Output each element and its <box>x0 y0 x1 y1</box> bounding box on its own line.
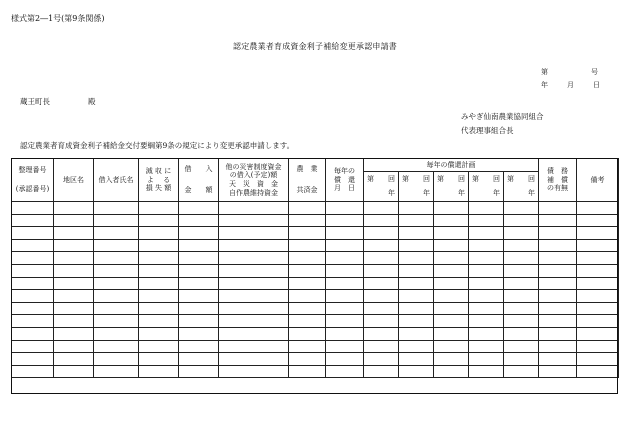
table-cell[interactable] <box>364 202 399 215</box>
table-cell[interactable] <box>326 340 364 353</box>
saimu-line-3: の有無 <box>547 184 568 193</box>
table-cell[interactable] <box>577 252 619 265</box>
table-cell[interactable] <box>219 290 289 303</box>
plan-dai-label: 第 <box>402 175 409 183</box>
plan-period-cell <box>434 172 469 202</box>
table-cell[interactable] <box>179 239 219 252</box>
document-title: 認定農業者育成資金利子補給変更承認申請書 <box>233 42 397 51</box>
table-cell[interactable] <box>12 264 54 277</box>
table-cell[interactable] <box>469 252 504 265</box>
table-cell[interactable] <box>139 365 179 378</box>
table-cell[interactable] <box>289 302 326 315</box>
table-cell[interactable] <box>179 227 219 240</box>
table-cell[interactable] <box>434 214 469 227</box>
table-cell[interactable] <box>289 277 326 290</box>
table-cell[interactable] <box>219 340 289 353</box>
shonin-label: (承認番号) <box>15 185 50 193</box>
table-cell[interactable] <box>12 327 54 340</box>
table-cell[interactable] <box>139 302 179 315</box>
table-cell[interactable] <box>139 227 179 240</box>
table-cell[interactable] <box>54 302 94 315</box>
form-id-label: 様式第2―1号(第9条関係) <box>11 14 105 23</box>
table-cell[interactable] <box>469 239 504 252</box>
table-cell[interactable] <box>179 302 219 315</box>
table-cell[interactable] <box>289 239 326 252</box>
table-cell[interactable] <box>219 214 289 227</box>
table-cell[interactable] <box>539 264 577 277</box>
table-cell[interactable] <box>326 239 364 252</box>
header-seiri-bangou <box>12 159 54 202</box>
table-cell[interactable] <box>326 252 364 265</box>
table-cell[interactable] <box>94 202 139 215</box>
plan-kai-label: 回 <box>493 175 500 183</box>
header-nougyou-kyousai <box>289 159 326 202</box>
table-row <box>12 290 619 303</box>
table-cell[interactable] <box>289 264 326 277</box>
table-cell[interactable] <box>179 277 219 290</box>
table-cell[interactable] <box>54 340 94 353</box>
plan-nen-label: 年 <box>458 189 465 198</box>
table-cell[interactable] <box>94 315 139 328</box>
table-cell[interactable] <box>139 315 179 328</box>
table-cell[interactable] <box>399 290 434 303</box>
table-cell[interactable] <box>364 340 399 353</box>
table-cell[interactable] <box>469 214 504 227</box>
table-cell[interactable] <box>399 327 434 340</box>
table-cell[interactable] <box>12 353 54 366</box>
addressee-honorific: 殿 <box>88 97 96 106</box>
table-cell[interactable] <box>364 214 399 227</box>
table-cell[interactable] <box>399 264 434 277</box>
table-cell[interactable] <box>399 302 434 315</box>
number-go-label: 号 <box>591 68 598 76</box>
table-cell[interactable] <box>12 290 54 303</box>
table-cell[interactable] <box>139 353 179 366</box>
table-cell[interactable] <box>139 252 179 265</box>
plan-nen-label: 年 <box>423 189 430 198</box>
table-cell[interactable] <box>12 365 54 378</box>
table-cell[interactable] <box>54 239 94 252</box>
table-cell[interactable] <box>577 302 619 315</box>
table-cell[interactable] <box>504 340 539 353</box>
table-cell[interactable] <box>54 290 94 303</box>
plan-dai-label: 第 <box>437 175 444 183</box>
table-row <box>12 327 619 340</box>
table-cell[interactable] <box>539 252 577 265</box>
maitoshi-line-3: 月 日 <box>334 184 355 193</box>
header-biko: 備考 <box>577 159 619 202</box>
table-cell[interactable] <box>219 277 289 290</box>
table-cell[interactable] <box>539 353 577 366</box>
gensyu-line-1: 減 収 に <box>145 166 172 175</box>
table-cell[interactable] <box>504 302 539 315</box>
table-cell[interactable] <box>434 239 469 252</box>
table-cell[interactable] <box>364 227 399 240</box>
table-cell[interactable] <box>539 290 577 303</box>
nousai-line-1: 農 業 <box>296 165 318 174</box>
table-cell[interactable] <box>219 315 289 328</box>
table-row <box>12 264 619 277</box>
table-cell[interactable] <box>179 353 219 366</box>
table-cell[interactable] <box>289 365 326 378</box>
table-cell[interactable] <box>54 252 94 265</box>
table-cell[interactable] <box>577 214 619 227</box>
date-year-label: 年 <box>541 81 548 89</box>
table-cell[interactable] <box>469 302 504 315</box>
table-cell[interactable] <box>504 315 539 328</box>
table-cell[interactable] <box>577 264 619 277</box>
plan-dai-label: 第 <box>472 175 479 183</box>
plan-kai-label: 回 <box>388 175 395 183</box>
table-cell[interactable] <box>94 227 139 240</box>
table-cell[interactable] <box>179 214 219 227</box>
table-cell[interactable] <box>139 202 179 215</box>
table-cell[interactable] <box>94 290 139 303</box>
table-cell[interactable] <box>289 227 326 240</box>
table-cell[interactable] <box>94 327 139 340</box>
table-cell[interactable] <box>12 302 54 315</box>
table-row <box>12 302 619 315</box>
plan-nen-label: 年 <box>493 189 500 198</box>
table-cell[interactable] <box>539 302 577 315</box>
table-cell[interactable] <box>219 365 289 378</box>
table-cell[interactable] <box>219 252 289 265</box>
table-cell[interactable] <box>289 327 326 340</box>
seiri-label: 整理番号 <box>18 166 47 175</box>
table-cell[interactable] <box>434 315 469 328</box>
plan-dai-label: 第 <box>367 175 374 183</box>
table-cell[interactable] <box>577 365 619 378</box>
table-cell[interactable] <box>12 239 54 252</box>
table-cell[interactable] <box>219 227 289 240</box>
table-cell[interactable] <box>139 264 179 277</box>
table-cell[interactable] <box>577 340 619 353</box>
table-cell[interactable] <box>326 227 364 240</box>
table-cell[interactable] <box>12 227 54 240</box>
hoka-line-2: の借入(予定)額 <box>229 171 278 180</box>
plan-dai-label: 第 <box>507 175 514 183</box>
header-hoka-saigai <box>219 159 289 202</box>
header-kariire <box>179 159 219 202</box>
table-cell[interactable] <box>504 277 539 290</box>
table-cell[interactable] <box>434 290 469 303</box>
table-cell[interactable] <box>179 365 219 378</box>
table-cell[interactable] <box>469 353 504 366</box>
table-cell[interactable] <box>469 365 504 378</box>
plan-period-cell <box>364 172 399 202</box>
table-cell[interactable] <box>539 365 577 378</box>
table-cell[interactable] <box>364 239 399 252</box>
table-row <box>12 353 619 366</box>
table-cell[interactable] <box>54 227 94 240</box>
saimu-line-1: 債 務 <box>547 166 568 175</box>
table-cell[interactable] <box>539 202 577 215</box>
addressee <box>20 96 96 107</box>
table-row <box>12 277 619 290</box>
table-cell[interactable] <box>399 353 434 366</box>
table-cell[interactable] <box>577 327 619 340</box>
table-cell[interactable] <box>94 302 139 315</box>
table-cell[interactable] <box>219 327 289 340</box>
table-cell[interactable] <box>577 315 619 328</box>
table-cell[interactable] <box>54 202 94 215</box>
table-row <box>12 252 619 265</box>
table-cell[interactable] <box>469 277 504 290</box>
table-cell[interactable] <box>179 252 219 265</box>
table-cell[interactable] <box>399 365 434 378</box>
table-cell[interactable] <box>54 264 94 277</box>
table-cell[interactable] <box>577 353 619 366</box>
table-row <box>12 365 619 378</box>
plan-kai-label: 回 <box>458 175 465 183</box>
table-cell[interactable] <box>399 214 434 227</box>
table-cell[interactable] <box>434 227 469 240</box>
gensyu-line-3: 損 失 額 <box>145 184 172 193</box>
table-cell[interactable] <box>179 290 219 303</box>
header-shokan-keikaku: 毎年の償還計画 <box>364 159 539 172</box>
table-cell[interactable] <box>434 340 469 353</box>
table-row <box>12 315 619 328</box>
table-cell[interactable] <box>577 227 619 240</box>
table-cell[interactable] <box>179 202 219 215</box>
table-cell[interactable] <box>469 264 504 277</box>
table-cell[interactable] <box>326 315 364 328</box>
table-cell[interactable] <box>469 327 504 340</box>
table-cell[interactable] <box>364 264 399 277</box>
table-cell[interactable] <box>12 277 54 290</box>
table-cell[interactable] <box>364 252 399 265</box>
table-cell[interactable] <box>326 202 364 215</box>
table-cell[interactable] <box>539 327 577 340</box>
table-cell[interactable] <box>12 315 54 328</box>
table-cell[interactable] <box>539 340 577 353</box>
table-cell[interactable] <box>364 327 399 340</box>
table-cell[interactable] <box>399 277 434 290</box>
table-cell[interactable] <box>179 264 219 277</box>
table-cell[interactable] <box>504 353 539 366</box>
hoka-line-3: 天 災 資 金 <box>229 180 278 188</box>
table-cell[interactable] <box>12 340 54 353</box>
header-shakunyusha: 借入者氏名 <box>94 159 139 202</box>
table-cell[interactable] <box>326 353 364 366</box>
table-cell[interactable] <box>179 315 219 328</box>
plan-period-cell <box>504 172 539 202</box>
table-cell[interactable] <box>94 252 139 265</box>
nousai-line-2: 共済金 <box>296 186 318 194</box>
table-cell[interactable] <box>54 214 94 227</box>
table-cell[interactable] <box>54 365 94 378</box>
table-cell[interactable] <box>54 315 94 328</box>
table-cell[interactable] <box>139 290 179 303</box>
table-cell[interactable] <box>539 239 577 252</box>
table-cell[interactable] <box>504 290 539 303</box>
table-cell[interactable] <box>219 202 289 215</box>
plan-nen-label: 年 <box>528 189 535 198</box>
table-cell[interactable] <box>399 315 434 328</box>
table-cell[interactable] <box>364 353 399 366</box>
table-cell[interactable] <box>326 277 364 290</box>
table-cell[interactable] <box>54 327 94 340</box>
table-cell[interactable] <box>139 340 179 353</box>
table-cell[interactable] <box>434 327 469 340</box>
table-cell[interactable] <box>577 239 619 252</box>
application-statement: 認定農業者育成資金利子補給金交付要綱第9条の規定により変更承認申請します。 <box>20 141 295 150</box>
table-cell[interactable] <box>469 227 504 240</box>
hoka-line-1: 他の災害制度資金 <box>225 162 282 171</box>
table-cell[interactable] <box>219 264 289 277</box>
table-cell[interactable] <box>326 365 364 378</box>
table-cell[interactable] <box>139 214 179 227</box>
table-row <box>12 227 619 240</box>
hoka-line-4: 自作農維持資金 <box>229 188 278 197</box>
kariire-line-1: 借 入 <box>184 165 213 174</box>
table-cell[interactable] <box>469 202 504 215</box>
table-cell[interactable] <box>399 227 434 240</box>
application-table <box>11 158 619 378</box>
table-cell[interactable] <box>94 239 139 252</box>
table-cell[interactable] <box>364 365 399 378</box>
table-cell[interactable] <box>289 202 326 215</box>
table-cell[interactable] <box>12 214 54 227</box>
table-cell[interactable] <box>399 239 434 252</box>
table-cell[interactable] <box>94 214 139 227</box>
table-cell[interactable] <box>504 227 539 240</box>
table-cell[interactable] <box>12 202 54 215</box>
table-cell[interactable] <box>504 365 539 378</box>
table-cell[interactable] <box>139 327 179 340</box>
table-cell[interactable] <box>219 353 289 366</box>
table-cell[interactable] <box>539 315 577 328</box>
plan-period-cell <box>399 172 434 202</box>
table-cell[interactable] <box>577 277 619 290</box>
table-cell[interactable] <box>326 302 364 315</box>
table-cell[interactable] <box>326 327 364 340</box>
table-cell[interactable] <box>434 365 469 378</box>
table-cell[interactable] <box>504 264 539 277</box>
table-cell[interactable] <box>469 290 504 303</box>
table-cell[interactable] <box>364 277 399 290</box>
maitoshi-line-2: 償 還 <box>334 175 355 184</box>
table-cell[interactable] <box>364 315 399 328</box>
header-maitoshi-shokan <box>326 159 364 202</box>
table-cell[interactable] <box>54 277 94 290</box>
table-cell[interactable] <box>289 290 326 303</box>
number-dai-label: 第 <box>541 68 548 76</box>
applicant-organization: みやぎ仙南農業協同組合 <box>461 112 544 121</box>
table-cell[interactable] <box>399 202 434 215</box>
saimu-line-2: 補 償 <box>547 175 568 184</box>
table-cell[interactable] <box>219 239 289 252</box>
plan-kai-label: 回 <box>423 175 430 183</box>
applicant-representative: 代表理事組合長 <box>461 126 514 135</box>
table-row <box>12 202 619 215</box>
table-cell[interactable] <box>399 252 434 265</box>
table-cell[interactable] <box>289 340 326 353</box>
table-row <box>12 214 619 227</box>
table-cell[interactable] <box>504 214 539 227</box>
table-cell[interactable] <box>577 290 619 303</box>
table-cell[interactable] <box>94 353 139 366</box>
table-cell[interactable] <box>504 327 539 340</box>
table-cell[interactable] <box>219 302 289 315</box>
table-cell[interactable] <box>504 252 539 265</box>
table-cell[interactable] <box>539 277 577 290</box>
gensyu-line-2: よ る <box>146 175 171 184</box>
table-cell[interactable] <box>364 302 399 315</box>
table-cell[interactable] <box>289 252 326 265</box>
table-cell[interactable] <box>577 202 619 215</box>
table-cell[interactable] <box>54 353 94 366</box>
table-cell[interactable] <box>504 202 539 215</box>
table-cell[interactable] <box>94 277 139 290</box>
table-row <box>12 239 619 252</box>
table-cell[interactable] <box>12 252 54 265</box>
table-cell[interactable] <box>94 365 139 378</box>
maitoshi-line-1: 毎年の <box>334 166 355 175</box>
table-cell[interactable] <box>179 327 219 340</box>
addressee-name: 蔵王町長 <box>20 97 50 106</box>
table-cell[interactable] <box>539 214 577 227</box>
table-cell[interactable] <box>326 264 364 277</box>
table-cell[interactable] <box>94 264 139 277</box>
table-cell[interactable] <box>504 239 539 252</box>
table-cell[interactable] <box>326 290 364 303</box>
header-chiku: 地区名 <box>54 159 94 202</box>
table-cell[interactable] <box>434 353 469 366</box>
table-cell[interactable] <box>399 340 434 353</box>
table-cell[interactable] <box>469 340 504 353</box>
kariire-line-2: 金 額 <box>184 186 213 194</box>
table-cell[interactable] <box>179 340 219 353</box>
table-cell[interactable] <box>364 290 399 303</box>
table-cell[interactable] <box>289 214 326 227</box>
table-cell[interactable] <box>434 252 469 265</box>
table-cell[interactable] <box>539 227 577 240</box>
plan-nen-label: 年 <box>388 189 395 198</box>
header-saimu-hosho <box>539 159 577 202</box>
table-cell[interactable] <box>434 202 469 215</box>
table-cell[interactable] <box>434 277 469 290</box>
table-row <box>12 340 619 353</box>
table-cell[interactable] <box>289 353 326 366</box>
table-cell[interactable] <box>139 277 179 290</box>
date-day-label: 日 <box>593 81 600 89</box>
header-gensyu <box>139 159 179 202</box>
table-cell[interactable] <box>326 214 364 227</box>
table-cell[interactable] <box>94 340 139 353</box>
plan-kai-label: 回 <box>528 175 535 183</box>
date-month-label: 月 <box>567 81 574 89</box>
table-cell[interactable] <box>434 264 469 277</box>
table-cell[interactable] <box>434 302 469 315</box>
table-cell[interactable] <box>289 315 326 328</box>
table-cell[interactable] <box>469 315 504 328</box>
plan-period-cell <box>469 172 504 202</box>
table-cell[interactable] <box>139 239 179 252</box>
